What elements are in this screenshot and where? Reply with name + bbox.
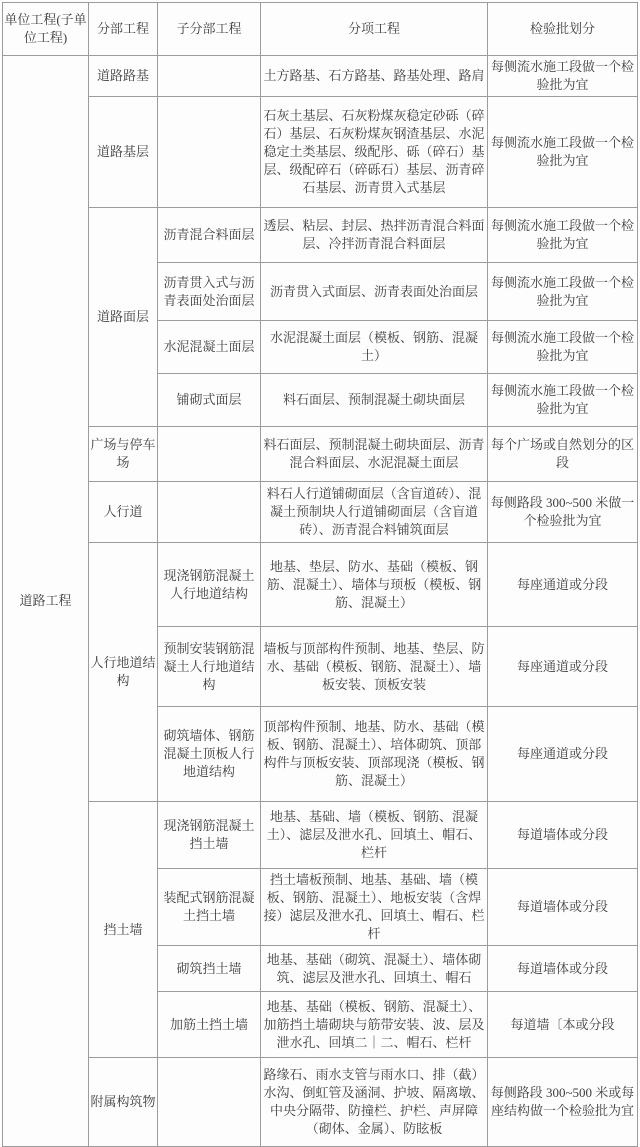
table-row <box>3 802 638 869</box>
cell-division: 道路基层 <box>89 97 158 208</box>
cell-batch: 每道墙体或分段 <box>488 946 638 992</box>
table-row <box>3 97 638 208</box>
cell-sub-division: 砌筑挡土墙 <box>158 946 261 992</box>
cell-sub-division: 砌筑墙体、钢筋混凝土顶板人行地道结构 <box>158 707 261 802</box>
table-row <box>3 427 638 482</box>
table-row <box>3 482 638 543</box>
cell-sub-division <box>158 482 261 543</box>
cell-items: 地基、基础（模板、钢筋、混凝土）、加筋挡土墙砌块与筋带安装、波、层及泄水孔、回填二｜二、帽石、栏杆 <box>261 992 488 1058</box>
cell-unit-project: 道路工程 <box>3 56 89 1147</box>
header-batch-division: 检验批划分 <box>488 3 638 56</box>
cell-sub-division: 沥青混合料面层 <box>158 208 261 263</box>
cell-batch: 每侧流水施工段做一个检验批为宜 <box>488 374 638 427</box>
cell-batch: 每道墙体或分段 <box>488 802 638 869</box>
cell-sub-division: 加筋土挡土墙 <box>158 992 261 1058</box>
cell-batch: 每侧流水施工段做一个检验批为宜 <box>488 56 638 97</box>
cell-sub-division: 装配式钢筋混凝土挡土墙 <box>158 869 261 946</box>
cell-items: 料石面层、预制混凝土砌块面层、沥青混合料面层、水泥混凝土面层 <box>261 427 488 482</box>
header-sub-division: 子分部工程 <box>158 3 261 56</box>
cell-division: 人行道 <box>89 482 158 543</box>
cell-division: 挡土墙 <box>89 802 158 1058</box>
inspection-batch-table <box>2 2 638 1147</box>
cell-batch: 每侧流水施工段做一个检验批为宜 <box>488 208 638 263</box>
cell-sub-division: 铺砌式面层 <box>158 374 261 427</box>
table-row <box>3 208 638 263</box>
cell-items: 沥青贯入式面层、沥青表面处治面层 <box>261 263 488 321</box>
cell-batch: 每座通道或分段 <box>488 543 638 627</box>
cell-division: 广场与停车场 <box>89 427 158 482</box>
header-division: 分部工程 <box>89 3 158 56</box>
cell-division: 人行地道结构 <box>89 543 158 802</box>
cell-items: 地基、垫层、防水、基础（模板、钢筋、混凝土）、墙体与顼板（模板、钢筋、混凝土） <box>261 543 488 627</box>
cell-division: 道路面层 <box>89 208 158 427</box>
cell-items: 水泥混凝土面层（模板、钢筋、混凝土） <box>261 321 488 374</box>
cell-items: 料石面层、预制混凝土砌块面层 <box>261 374 488 427</box>
cell-sub-division <box>158 427 261 482</box>
header-item-project: 分项工程 <box>261 3 488 56</box>
cell-division: 道路路基 <box>89 56 158 97</box>
cell-items: 墙板与顶部构件预制、地基、垫层、防水、基础（模板、钢筋、混凝土）、墙板安装、顶板安装 <box>261 627 488 707</box>
cell-batch: 每侧流水施工段做一个检验批为宜 <box>488 97 638 208</box>
cell-sub-division: 预制安装钢筋混凝土人行地道结构 <box>158 627 261 707</box>
cell-items: 地基、基础、墙（模板、钢筋、混凝土）、滤层及泄水孔、回填土、帽石、栏杆 <box>261 802 488 869</box>
cell-sub-division <box>158 1058 261 1147</box>
cell-items: 地基、基础（砌筑、混凝土）、墙体砌筑、滤层及泄水孔、回填土、帽石 <box>261 946 488 992</box>
header-unit-project: 单位工程(子单位工程) <box>3 3 89 56</box>
cell-batch: 每个广场或自然划分的区段 <box>488 427 638 482</box>
cell-batch: 每座通道或分段 <box>488 627 638 707</box>
table-row <box>3 56 638 97</box>
header-row <box>3 3 638 56</box>
cell-items: 顶部构件预制、地基、防水、基础（模板、钢筋、混凝土）、培体砌筑、顶部构件与顶板安装、顶部现浇（模板、钢筋、混凝土） <box>261 707 488 802</box>
cell-division: 附属构筑物 <box>89 1058 158 1147</box>
table-row <box>3 1058 638 1147</box>
cell-batch: 每侧流水施工段做一个检验批为宜 <box>488 263 638 321</box>
cell-sub-division: 水泥混凝土面层 <box>158 321 261 374</box>
table-row <box>3 543 638 627</box>
cell-items: 石灰土基层、石灰粉煤灰稳定砂砾（碎石）基层、石灰粉煤灰钢渣基层、水泥稳定土类基层、级配彤、砾（碎石）基层、级配碎石（碎砾石）基层、沥青碎石基层、沥青贯入式基层 <box>261 97 488 208</box>
cell-sub-division: 现浇钢筋混凝土挡土墙 <box>158 802 261 869</box>
cell-batch: 每侧路段 300~500 米做一个检验批为宜 <box>488 482 638 543</box>
cell-sub-division <box>158 97 261 208</box>
cell-batch: 每道墙体或分段 <box>488 869 638 946</box>
cell-batch: 每座通道或分段 <box>488 707 638 802</box>
cell-items: 挡土墙板预制、地基、基础、墙（模板、钢筋、混凝土）、地板安装（含焊接）滤层及泄水孔、回填土、帽石、栏杆 <box>261 869 488 946</box>
cell-items: 土方路基、石方路基、路基处理、路肩 <box>261 56 488 97</box>
cell-sub-division <box>158 56 261 97</box>
cell-batch: 每侧路段 300~500 米或每座结构做一个检验批为宜 <box>488 1058 638 1147</box>
cell-batch: 每侧流水施工段做一个检验批为宜 <box>488 321 638 374</box>
cell-batch: 每道墙〔本或分段 <box>488 992 638 1058</box>
cell-items: 透层、粘层、封层、热拌沥青混合料面层、冷拌沥青混合料面层 <box>261 208 488 263</box>
cell-sub-division: 沥青贯入式与沥青表面处治面层 <box>158 263 261 321</box>
cell-sub-division: 现浇钢筋混凝土人行地道结构 <box>158 543 261 627</box>
cell-items: 料石人行道铺砌面层（含盲道砖）、混凝土预制块人行道铺砌面层（含盲道砖）、沥青混合料铺筑面层 <box>261 482 488 543</box>
cell-items: 路缘石、雨水支管与雨水口、排（截）水沟、倒虹管及涵洞、护坡、隔离墩、中央分隔带、防撞栏、护栏、声屏障（砌体、金属）、防眩板 <box>261 1058 488 1147</box>
